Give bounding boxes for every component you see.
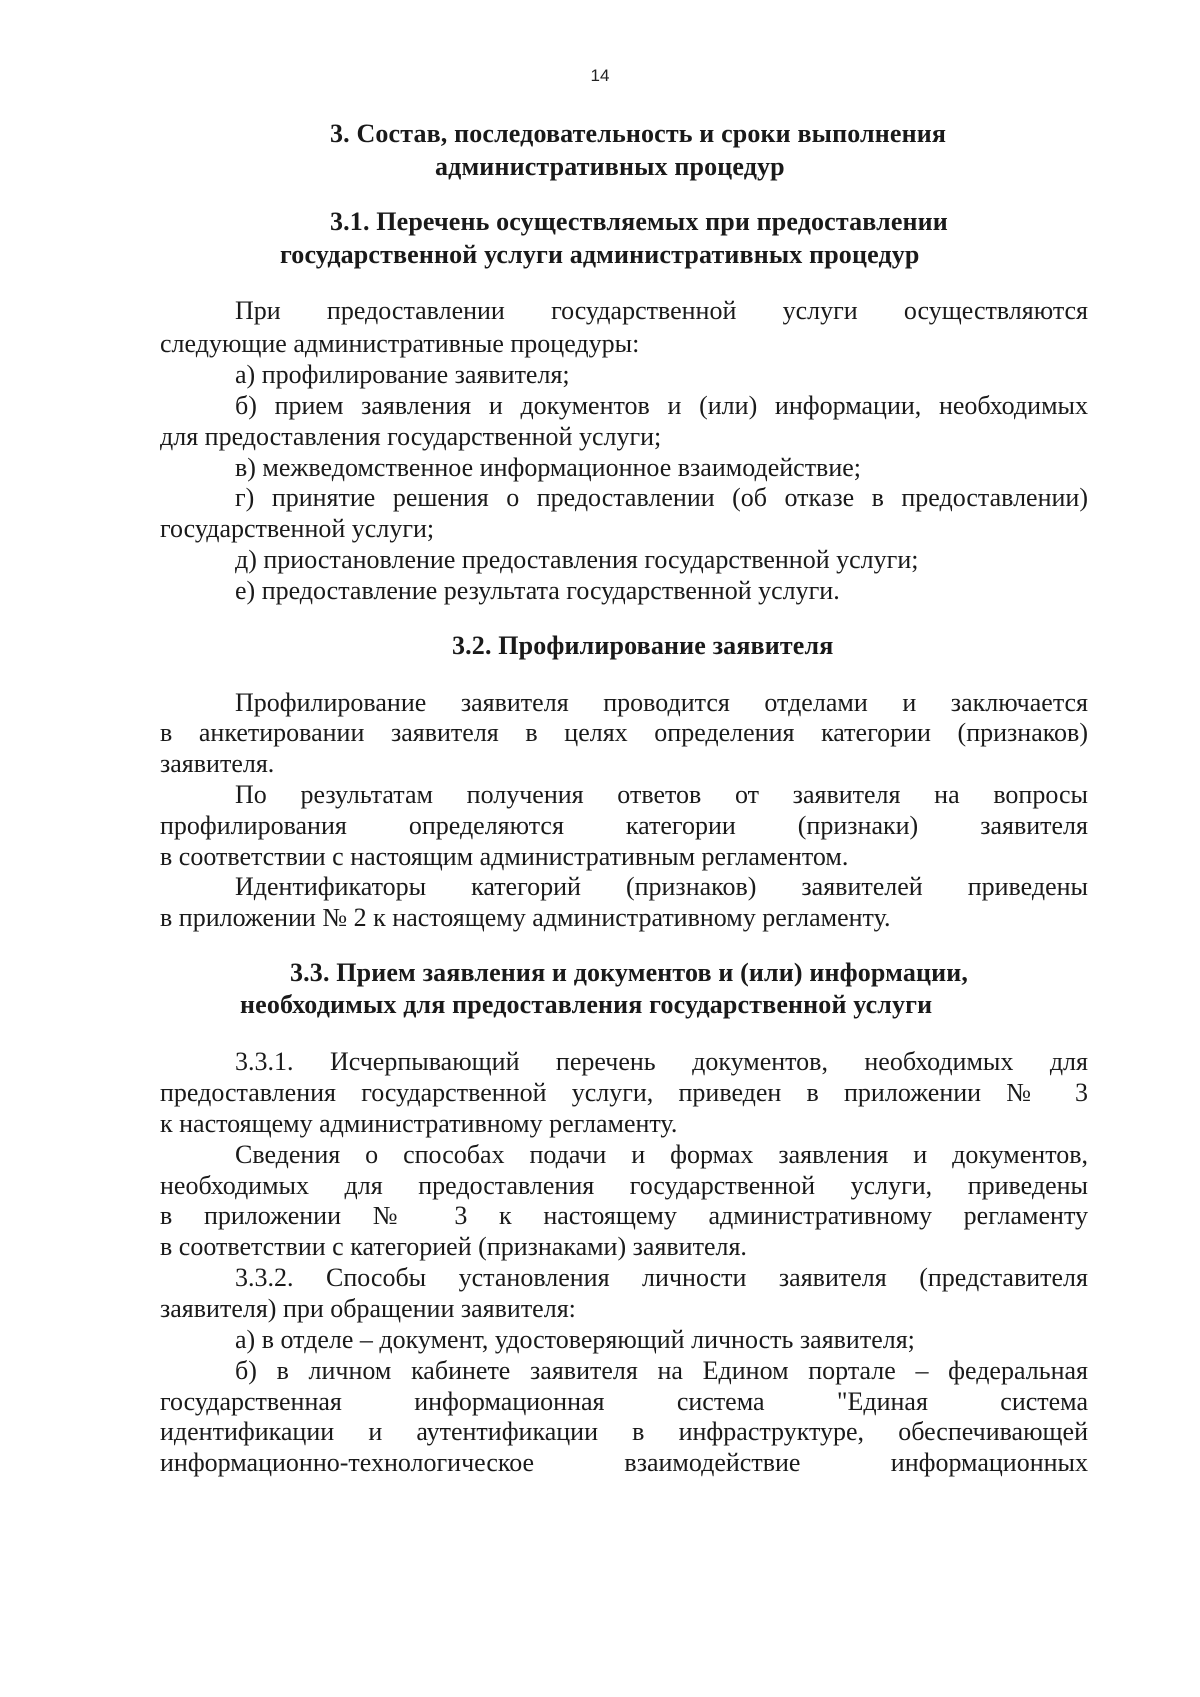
list-item-continuation: государственная информационная система "Единая система bbox=[160, 1387, 1088, 1416]
list-item-continuation: для предоставления государственной услуги; bbox=[160, 422, 662, 451]
section-3-title-line-2: административных процедур bbox=[435, 152, 785, 181]
section-3-1-title-line-1: 3.1. Перечень осуществляемых при предоставлении bbox=[330, 207, 948, 236]
list-item: а) профилирование заявителя; bbox=[235, 360, 570, 389]
list-item-continuation: информационно-технологическое взаимодействие информационных bbox=[160, 1448, 1088, 1477]
paragraph-line: в соответствии с настоящим административным регламентом. bbox=[160, 842, 849, 871]
list-item: е) предоставление результата государственной услуги. bbox=[235, 576, 840, 605]
section-3-3-title-line-1: 3.3. Прием заявления и документов и (или) информации, bbox=[290, 958, 969, 987]
paragraph-line: профилирования определяются категории (признаки) заявителя bbox=[160, 811, 1088, 840]
paragraph-line: следующие административные процедуры: bbox=[160, 329, 640, 358]
section-3-3-title-line-2: необходимых для предоставления государственной услуги bbox=[240, 990, 933, 1019]
paragraph-line: к настоящему административному регламенту. bbox=[160, 1109, 678, 1138]
paragraph-line: 3.3.1. Исчерпывающий перечень документов, необходимых для bbox=[235, 1047, 1088, 1076]
paragraph-line: Идентификаторы категорий (признаков) заявителей приведены bbox=[235, 872, 1088, 901]
paragraph-line: в анкетировании заявителя в целях определения категории (признаков) bbox=[160, 718, 1088, 747]
list-item: б) в личном кабинете заявителя на Едином портале – федеральная bbox=[235, 1356, 1088, 1385]
paragraph-line: заявителя. bbox=[160, 749, 275, 778]
list-item: д) приостановление предоставления государственной услуги; bbox=[235, 545, 919, 574]
paragraph-line: заявителя) при обращении заявителя: bbox=[160, 1294, 576, 1323]
list-item: в) межведомственное информационное взаимодействие; bbox=[235, 453, 862, 482]
paragraph-line: необходимых для предоставления государственной услуги, приведены bbox=[160, 1171, 1088, 1200]
paragraph-line: По результатам получения ответов от заявителя на вопросы bbox=[235, 780, 1088, 809]
page-number: 14 bbox=[590, 66, 610, 85]
list-item-continuation: идентификации и аутентификации в инфраструктуре, обеспечивающей bbox=[160, 1417, 1088, 1446]
section-3-1-title-line-2: государственной услуги административных процедур bbox=[280, 240, 920, 269]
paragraph-line: При предоставлении государственной услуги осуществляются bbox=[235, 296, 1088, 325]
paragraph-line: в соответствии с категорией (признаками) заявителя. bbox=[160, 1232, 747, 1261]
list-item-continuation: государственной услуги; bbox=[160, 514, 435, 543]
section-3-title-line-1: 3. Состав, последовательность и сроки выполнения bbox=[330, 119, 947, 148]
section-3-2-title: 3.2. Профилирование заявителя bbox=[452, 631, 834, 660]
paragraph-line: в приложении № 3 к настоящему административному регламенту bbox=[160, 1201, 1088, 1230]
list-item: г) принятие решения о предоставлении (об отказе в предоставлении) bbox=[235, 483, 1088, 512]
paragraph-line: в приложении № 2 к настоящему административному регламенту. bbox=[160, 903, 891, 932]
paragraph-line: предоставления государственной услуги, приведен в приложении № 3 bbox=[160, 1078, 1088, 1107]
paragraph-line: Сведения о способах подачи и формах заявления и документов, bbox=[235, 1140, 1088, 1169]
paragraph-line: 3.3.2. Способы установления личности заявителя (представителя bbox=[235, 1263, 1088, 1292]
list-item: б) прием заявления и документов и (или) информации, необходимых bbox=[235, 391, 1088, 420]
paragraph-line: Профилирование заявителя проводится отделами и заключается bbox=[235, 688, 1088, 717]
list-item: а) в отделе – документ, удостоверяющий личность заявителя; bbox=[235, 1325, 915, 1354]
